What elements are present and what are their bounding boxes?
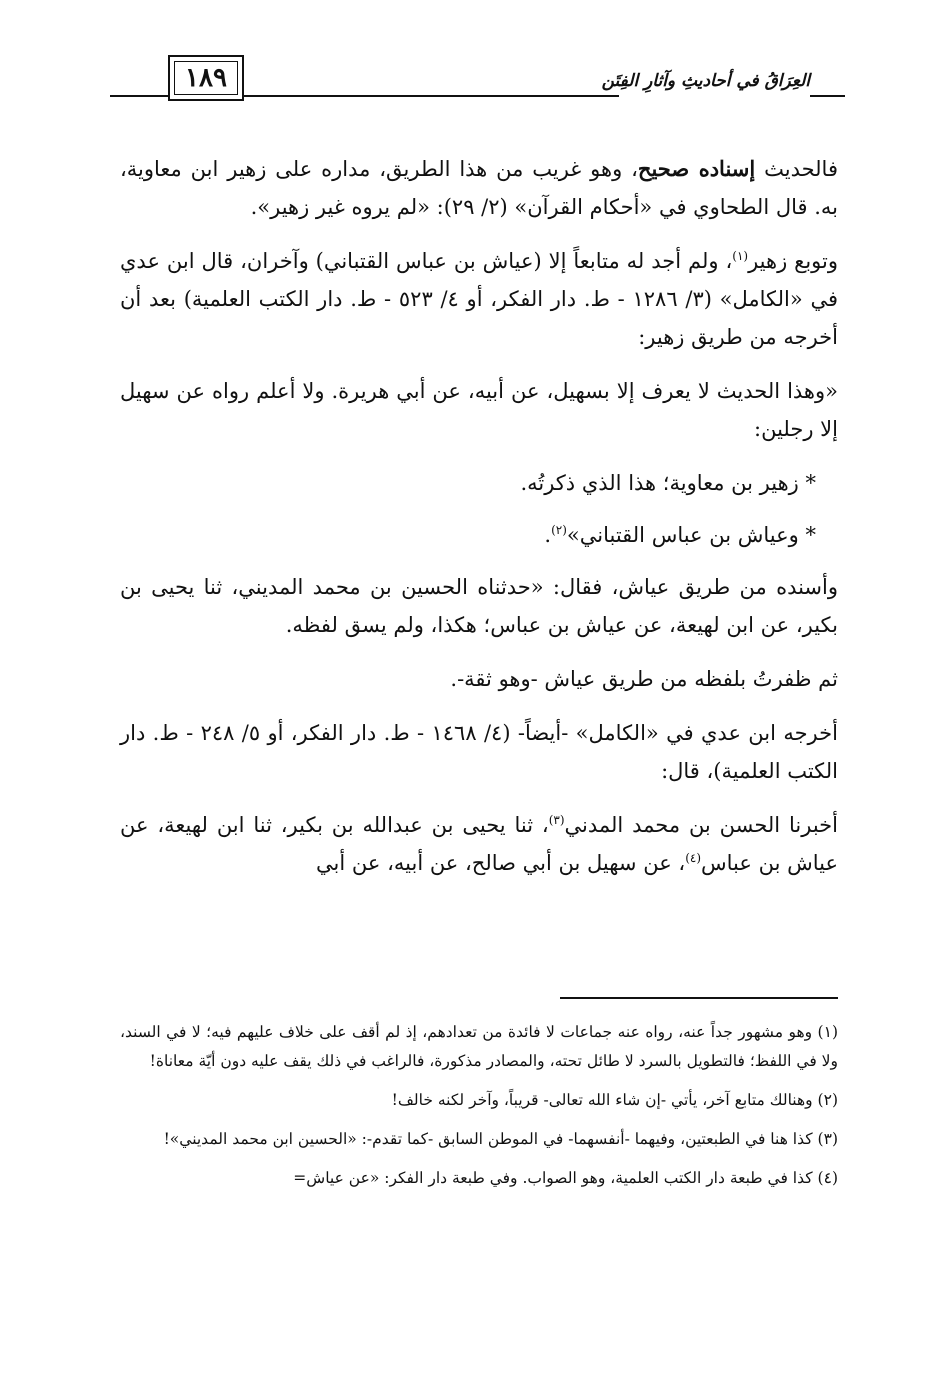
page-header <box>110 55 845 115</box>
bullet-2 <box>120 516 838 554</box>
p7-part-a: أخبرنا الحسن بن محمد المدني <box>564 813 838 837</box>
paragraph-1 <box>120 150 838 226</box>
header-rule-left <box>110 95 168 97</box>
header-rule-middle <box>244 95 619 97</box>
paragraph-5: ثم ظفرتُ بلفظه من طريق عياش -وهو ثقة-. <box>450 667 838 691</box>
p7-part-b: ، ثنا يحيى بن عبدالله بن بكير، ثنا ابن لهيعة، عن عياش بن عباس <box>120 813 838 875</box>
bullet2-text: * وعياش بن عباس القتباني» <box>566 523 816 547</box>
p1-rest: ، وهو غريب من هذا الطريق، مداره على زهير ابن معاوية، به. قال الطحاوي في «أحكام القرآن» (٢/ ٢٩): «لم يروه غير زهير». <box>120 157 838 219</box>
footnote-ref-4: (٤) <box>685 851 702 865</box>
paragraph-6: أخرجه ابن عدي في «الكامل» -أيضاً- (٤/ ١٤٦٨ - ط. دار الفكر، أو ٥/ ٢٤٨ - ط. دار الكتب العلمية)، قال: <box>120 721 838 783</box>
footnote-divider <box>560 997 838 999</box>
paragraph-3: «وهذا الحديث لا يعرف إلا بسهيل، عن أبيه، عن أبي هريرة. ولا أعلم رواه عن سهيل إلا رجلين: <box>120 379 838 441</box>
p1-bold-verdict: إسناده صحيح <box>637 156 756 181</box>
book-title: العِرَاقُ في أحاديثِ وآثارِ الفِتَن <box>601 71 810 91</box>
page-number: ١٨٩ <box>185 63 227 93</box>
paragraph-4: وأسنده من طريق عياش، فقال: «حدثناه الحسين بن محمد المديني، ثنا يحيى بن بكير، عن ابن لهيعة، عن عياش بن عباس؛ هكذا، ولم يسق لفظه. <box>120 575 838 637</box>
paragraph-2 <box>120 242 838 356</box>
footnote-1: (١) وهو مشهور جداً عنه، رواه عنه جماعات لا فائدة من تعدادهم، إذ لم أقف على خلاف عليهم فيه؛ لا في السند، ولا في اللفظ؛ فالتطويل بالسرد لا طائل تحته، والمصادر مذكورة، فالراغب في ذلك يقف عليه دون أيّة معاناة! <box>120 1023 838 1070</box>
footnote-3: (٣) كذا هنا في الطبعتين، وفيهما -أنفسهما- في الموطن السابق -كما تقدم-: «الحسين ابن محمد المديني»! <box>163 1130 838 1148</box>
p7-part-c: ، عن سهيل بن أبي صالح، عن أبيه، عن أبي <box>316 851 686 875</box>
bullet-1: * زهير بن معاوية؛ هذا الذي ذكرتُه. <box>520 471 816 495</box>
footnote-ref-2: (٢) <box>551 523 567 537</box>
paragraph-7 <box>120 806 838 882</box>
footnote-ref-1: (١) <box>732 249 749 263</box>
main-text <box>120 150 838 898</box>
p1-lead: فالحديث <box>755 157 838 181</box>
footnote-4: (٤) كذا في طبعة دار الكتب العلمية، وهو الصواب. وفي طبعة دار الفكر: «عن عياش= <box>293 1169 838 1187</box>
p2-part-b: ، ولم أجد له متابعاً إلا (عياش بن عباس القتباني) وآخران، قال ابن عدي في «الكامل» (٣/ ١٢٨٦ - ط. دار الفكر، أو ٤/ ٥٢٣ - ط. دار الكتب العلمية) بعد أن أخرجه من طريق زهير: <box>120 249 838 349</box>
footnote-ref-3: (٣) <box>548 813 565 827</box>
bullet2-end: . <box>544 523 552 547</box>
page-number-box <box>168 55 244 101</box>
footnotes <box>120 1018 838 1203</box>
footnote-2: (٢) وهنالك متابع آخر، يأتي -إن شاء الله تعالى- قريباً، وآخر لكنه خالف! <box>391 1091 838 1109</box>
p2-part-a: وتوبع زهير <box>748 249 839 273</box>
header-rule-right <box>810 95 845 97</box>
